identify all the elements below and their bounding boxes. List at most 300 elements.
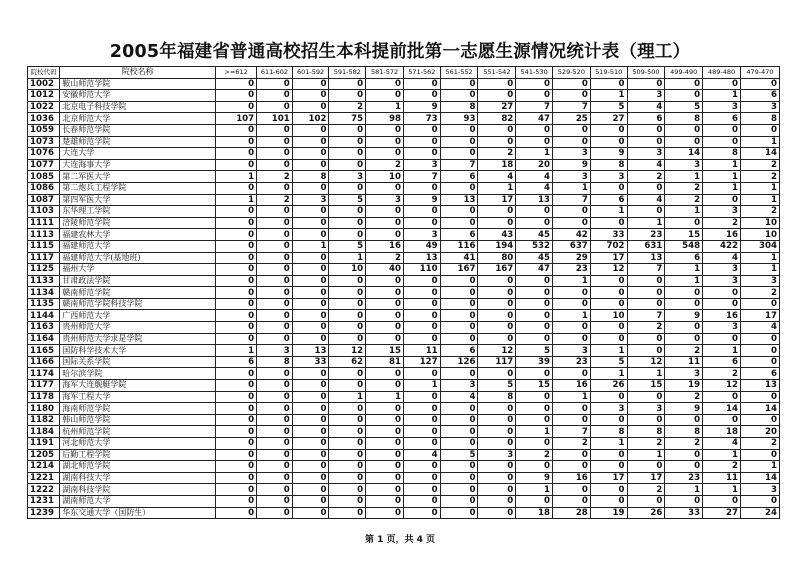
- cell-count: 6: [703, 356, 741, 368]
- table-row: [28, 461, 780, 473]
- cell-code: 1103: [28, 206, 60, 218]
- cell-count: 0: [590, 333, 627, 345]
- cell-count: 0: [257, 461, 293, 473]
- cell-name: 哈尔滨学院: [60, 368, 216, 380]
- cell-count: 0: [329, 90, 366, 102]
- header-score-range: 499-490: [665, 67, 703, 79]
- cell-count: 0: [552, 368, 590, 380]
- cell-count: 0: [627, 495, 665, 507]
- cell-count: 3: [665, 368, 703, 380]
- cell-count: 0: [403, 148, 440, 160]
- cell-count: 4: [516, 171, 553, 183]
- table-row: [28, 495, 780, 507]
- cell-code: 1222: [28, 484, 60, 496]
- cell-count: 0: [257, 264, 293, 276]
- cell-count: 0: [403, 182, 440, 194]
- cell-count: 0: [740, 298, 779, 310]
- cell-count: 15: [516, 380, 553, 392]
- cell-count: 3: [478, 449, 516, 461]
- cell-count: 0: [292, 90, 329, 102]
- cell-count: 10: [740, 229, 779, 241]
- cell-count: 2: [257, 171, 293, 183]
- cell-count: 0: [703, 194, 741, 206]
- cell-count: 1: [552, 310, 590, 322]
- cell-count: 0: [590, 124, 627, 136]
- cell-count: 28: [552, 507, 590, 519]
- cell-count: 3: [590, 171, 627, 183]
- cell-count: 12: [329, 345, 366, 357]
- cell-count: 548: [665, 240, 703, 252]
- cell-count: 5: [665, 101, 703, 113]
- cell-code: 1022: [28, 101, 60, 113]
- cell-count: 1: [665, 275, 703, 287]
- cell-count: 0: [329, 484, 366, 496]
- cell-count: 0: [665, 90, 703, 102]
- table-row: [28, 136, 780, 148]
- cell-count: 1: [590, 206, 627, 218]
- cell-count: 0: [292, 449, 329, 461]
- cell-count: 2: [366, 159, 404, 171]
- cell-count: 0: [257, 426, 293, 438]
- cell-count: 3: [703, 264, 741, 276]
- header-score-range: 551-542: [478, 67, 516, 79]
- cell-name: 华东交通大学（国防生）: [60, 507, 216, 519]
- cell-count: 6: [703, 113, 741, 125]
- cell-count: 1: [590, 90, 627, 102]
- cell-count: 0: [590, 414, 627, 426]
- cell-count: 0: [257, 90, 293, 102]
- cell-count: 0: [257, 333, 293, 345]
- cell-code: 1076: [28, 148, 60, 160]
- cell-count: 75: [329, 113, 366, 125]
- cell-count: 3: [627, 90, 665, 102]
- cell-count: 0: [292, 287, 329, 299]
- cell-count: 8: [665, 426, 703, 438]
- cell-count: 3: [590, 403, 627, 415]
- cell-count: 0: [665, 461, 703, 473]
- cell-code: 1135: [28, 298, 60, 310]
- cell-count: 0: [329, 136, 366, 148]
- cell-count: 13: [516, 194, 553, 206]
- cell-count: 3: [403, 229, 440, 241]
- cell-count: 8: [627, 426, 665, 438]
- cell-count: 0: [552, 449, 590, 461]
- cell-count: 0: [590, 78, 627, 90]
- cell-count: 0: [257, 449, 293, 461]
- cell-count: 0: [257, 148, 293, 160]
- cell-code: 1144: [28, 310, 60, 322]
- cell-count: 0: [440, 472, 478, 484]
- cell-count: 0: [665, 298, 703, 310]
- table-row: [28, 159, 780, 171]
- cell-count: 20: [516, 159, 553, 171]
- cell-count: 194: [478, 240, 516, 252]
- cell-count: 2: [740, 206, 779, 218]
- cell-count: 0: [292, 229, 329, 241]
- table-row: [28, 124, 780, 136]
- cell-count: 0: [703, 391, 741, 403]
- table-row: [28, 206, 780, 218]
- cell-name: 第四军医大学: [60, 194, 216, 206]
- cell-count: 0: [516, 298, 553, 310]
- cell-count: 1: [740, 264, 779, 276]
- cell-count: 0: [292, 101, 329, 113]
- cell-count: 0: [440, 368, 478, 380]
- cell-count: 2: [740, 287, 779, 299]
- cell-count: 0: [590, 182, 627, 194]
- cell-count: 0: [257, 101, 293, 113]
- cell-count: 5: [590, 101, 627, 113]
- cell-count: 0: [366, 229, 404, 241]
- cell-count: 14: [740, 472, 779, 484]
- cell-count: 0: [215, 391, 256, 403]
- table-row: [28, 240, 780, 252]
- cell-name: 福建农林大学: [60, 229, 216, 241]
- cell-count: 1: [740, 252, 779, 264]
- cell-count: 9: [552, 159, 590, 171]
- cell-count: 4: [403, 449, 440, 461]
- cell-count: 0: [478, 472, 516, 484]
- cell-count: 1: [627, 449, 665, 461]
- cell-count: 0: [366, 136, 404, 148]
- cell-count: 0: [329, 206, 366, 218]
- cell-code: 1184: [28, 426, 60, 438]
- cell-name: 大连海事大学: [60, 159, 216, 171]
- cell-count: 1: [665, 171, 703, 183]
- cell-count: 3: [366, 194, 404, 206]
- cell-count: 0: [215, 159, 256, 171]
- cell-count: 0: [257, 438, 293, 450]
- cell-count: 0: [366, 298, 404, 310]
- cell-count: 2: [627, 322, 665, 334]
- cell-count: 0: [329, 229, 366, 241]
- cell-count: 0: [590, 495, 627, 507]
- cell-count: 0: [665, 136, 703, 148]
- cell-count: 2: [665, 194, 703, 206]
- cell-count: 2: [703, 461, 741, 473]
- cell-count: 0: [590, 298, 627, 310]
- cell-name: 长春师范学院: [60, 124, 216, 136]
- cell-count: 2: [665, 391, 703, 403]
- cell-count: 3: [627, 403, 665, 415]
- cell-code: 1178: [28, 391, 60, 403]
- cell-count: 0: [403, 403, 440, 415]
- table-row: [28, 356, 780, 368]
- cell-count: 0: [329, 368, 366, 380]
- cell-count: 1: [703, 90, 741, 102]
- cell-count: 2: [366, 252, 404, 264]
- table-row: [28, 298, 780, 310]
- cell-code: 1002: [28, 78, 60, 90]
- cell-count: 0: [665, 78, 703, 90]
- cell-count: 2: [627, 438, 665, 450]
- statistics-table: [27, 66, 780, 519]
- cell-count: 0: [403, 217, 440, 229]
- cell-count: 0: [215, 438, 256, 450]
- cell-count: 7: [627, 310, 665, 322]
- cell-count: 0: [440, 90, 478, 102]
- cell-code: 1239: [28, 507, 60, 519]
- cell-count: 1: [366, 391, 404, 403]
- cell-count: 0: [478, 438, 516, 450]
- cell-count: 0: [292, 264, 329, 276]
- cell-count: 0: [215, 217, 256, 229]
- table-row: [28, 194, 780, 206]
- cell-count: 0: [215, 182, 256, 194]
- cell-count: 0: [516, 124, 553, 136]
- cell-count: 13: [440, 194, 478, 206]
- cell-count: 0: [665, 333, 703, 345]
- cell-count: 0: [516, 275, 553, 287]
- cell-code: 1134: [28, 287, 60, 299]
- cell-count: 0: [665, 495, 703, 507]
- cell-count: 0: [257, 403, 293, 415]
- cell-count: 0: [665, 287, 703, 299]
- cell-count: 14: [665, 148, 703, 160]
- cell-count: 13: [403, 252, 440, 264]
- cell-count: 0: [590, 391, 627, 403]
- cell-count: 0: [478, 287, 516, 299]
- cell-count: 1: [665, 484, 703, 496]
- cell-count: 4: [627, 159, 665, 171]
- cell-count: 0: [215, 252, 256, 264]
- cell-count: 1: [627, 217, 665, 229]
- cell-count: 0: [215, 136, 256, 148]
- cell-count: 1: [516, 148, 553, 160]
- cell-count: 0: [215, 472, 256, 484]
- cell-count: 0: [329, 275, 366, 287]
- cell-count: 6: [440, 229, 478, 241]
- cell-count: 8: [292, 171, 329, 183]
- cell-count: 0: [552, 322, 590, 334]
- cell-count: 1: [478, 182, 516, 194]
- cell-count: 19: [665, 380, 703, 392]
- cell-count: 0: [366, 472, 404, 484]
- cell-count: 0: [740, 356, 779, 368]
- cell-count: 0: [516, 90, 553, 102]
- cell-count: 0: [257, 472, 293, 484]
- cell-count: 0: [403, 368, 440, 380]
- table-row: [28, 229, 780, 241]
- cell-count: 0: [627, 298, 665, 310]
- cell-count: 5: [440, 449, 478, 461]
- cell-count: 20: [740, 426, 779, 438]
- cell-count: 0: [292, 275, 329, 287]
- cell-count: 0: [627, 124, 665, 136]
- cell-count: 304: [740, 240, 779, 252]
- cell-count: 9: [665, 403, 703, 415]
- cell-count: 27: [703, 507, 741, 519]
- cell-count: 0: [215, 148, 256, 160]
- cell-count: 0: [516, 322, 553, 334]
- cell-count: 0: [403, 461, 440, 473]
- cell-count: 82: [478, 113, 516, 125]
- cell-count: 0: [292, 495, 329, 507]
- cell-count: 16: [366, 240, 404, 252]
- cell-code: 1166: [28, 356, 60, 368]
- cell-count: 1: [590, 438, 627, 450]
- cell-count: 0: [516, 414, 553, 426]
- cell-count: 0: [627, 78, 665, 90]
- cell-code: 1221: [28, 472, 60, 484]
- cell-count: 0: [478, 495, 516, 507]
- cell-count: 0: [627, 275, 665, 287]
- cell-name: 贵州师范大学: [60, 322, 216, 334]
- cell-code: 1191: [28, 438, 60, 450]
- cell-count: 0: [329, 403, 366, 415]
- cell-count: 126: [440, 356, 478, 368]
- cell-count: 0: [740, 495, 779, 507]
- cell-count: 16: [552, 472, 590, 484]
- cell-count: 0: [366, 310, 404, 322]
- cell-count: 0: [215, 298, 256, 310]
- cell-count: 0: [292, 206, 329, 218]
- cell-count: 2: [740, 159, 779, 171]
- cell-count: 0: [366, 461, 404, 473]
- cell-count: 0: [292, 472, 329, 484]
- cell-count: 0: [257, 275, 293, 287]
- cell-count: 0: [366, 333, 404, 345]
- cell-count: 6: [740, 90, 779, 102]
- cell-count: 0: [215, 333, 256, 345]
- cell-count: 0: [478, 78, 516, 90]
- cell-count: 2: [703, 368, 741, 380]
- cell-count: 0: [440, 124, 478, 136]
- cell-count: 1: [215, 345, 256, 357]
- cell-name: 韩山师范学院: [60, 414, 216, 426]
- cell-count: 3: [627, 148, 665, 160]
- cell-count: 0: [329, 438, 366, 450]
- header-score-range: 529-520: [552, 67, 590, 79]
- cell-name: 福建师范大学: [60, 240, 216, 252]
- cell-count: 0: [552, 287, 590, 299]
- cell-count: 10: [366, 171, 404, 183]
- cell-count: 9: [590, 148, 627, 160]
- cell-count: 0: [329, 426, 366, 438]
- cell-count: 0: [257, 414, 293, 426]
- cell-code: 1214: [28, 461, 60, 473]
- cell-count: 17: [590, 472, 627, 484]
- cell-count: 0: [403, 78, 440, 90]
- cell-count: 0: [215, 90, 256, 102]
- cell-count: 40: [366, 264, 404, 276]
- cell-count: 0: [329, 380, 366, 392]
- cell-count: 0: [292, 78, 329, 90]
- cell-count: 0: [329, 78, 366, 90]
- cell-count: 0: [257, 229, 293, 241]
- cell-count: 0: [627, 136, 665, 148]
- cell-name: 后勤工程学院: [60, 449, 216, 461]
- cell-count: 0: [215, 310, 256, 322]
- cell-count: 0: [215, 240, 256, 252]
- cell-count: 0: [552, 90, 590, 102]
- cell-count: 0: [215, 101, 256, 113]
- cell-count: 1: [292, 240, 329, 252]
- cell-count: 0: [740, 345, 779, 357]
- cell-code: 1115: [28, 240, 60, 252]
- cell-count: 2: [740, 171, 779, 183]
- header-code: 院校代码: [28, 67, 60, 79]
- cell-count: 0: [552, 461, 590, 473]
- table-row: [28, 449, 780, 461]
- cell-code: 1133: [28, 275, 60, 287]
- cell-count: 0: [292, 391, 329, 403]
- table-row: [28, 333, 780, 345]
- cell-count: 8: [440, 101, 478, 113]
- cell-count: 0: [627, 206, 665, 218]
- cell-code: 1180: [28, 403, 60, 415]
- cell-count: 1: [590, 345, 627, 357]
- cell-count: 0: [403, 206, 440, 218]
- table-row: [28, 287, 780, 299]
- cell-count: 0: [516, 78, 553, 90]
- cell-count: 0: [403, 472, 440, 484]
- cell-count: 116: [440, 240, 478, 252]
- cell-name: 鞍山师范学院: [60, 78, 216, 90]
- cell-count: 0: [403, 298, 440, 310]
- cell-count: 0: [552, 495, 590, 507]
- cell-count: 0: [215, 368, 256, 380]
- cell-count: 0: [478, 217, 516, 229]
- cell-count: 0: [516, 438, 553, 450]
- cell-count: 0: [215, 403, 256, 415]
- cell-count: 0: [329, 217, 366, 229]
- cell-count: 2: [516, 449, 553, 461]
- cell-count: 19: [590, 507, 627, 519]
- cell-count: 0: [440, 438, 478, 450]
- cell-count: 9: [403, 194, 440, 206]
- cell-count: 3: [257, 345, 293, 357]
- cell-count: 17: [478, 194, 516, 206]
- cell-count: 0: [257, 124, 293, 136]
- cell-count: 117: [478, 356, 516, 368]
- cell-count: 0: [366, 426, 404, 438]
- cell-count: 49: [403, 240, 440, 252]
- cell-name: 赣南师范学院: [60, 287, 216, 299]
- cell-count: 3: [552, 345, 590, 357]
- cell-name: 湖南科技大学: [60, 472, 216, 484]
- cell-count: 0: [478, 426, 516, 438]
- cell-count: 1: [516, 484, 553, 496]
- cell-count: 631: [627, 240, 665, 252]
- cell-count: 0: [440, 217, 478, 229]
- cell-code: 1117: [28, 252, 60, 264]
- cell-count: 45: [516, 252, 553, 264]
- cell-count: 10: [590, 310, 627, 322]
- cell-count: 0: [552, 217, 590, 229]
- cell-count: 0: [440, 414, 478, 426]
- cell-count: 0: [366, 287, 404, 299]
- table-row: [28, 322, 780, 334]
- cell-count: 0: [366, 403, 404, 415]
- cell-count: 9: [516, 472, 553, 484]
- cell-count: 1: [329, 391, 366, 403]
- cell-count: 14: [740, 403, 779, 415]
- cell-count: 6: [440, 345, 478, 357]
- cell-count: 4: [627, 194, 665, 206]
- cell-count: 0: [590, 217, 627, 229]
- cell-count: 3: [292, 194, 329, 206]
- header-score-range: 571-562: [403, 67, 440, 79]
- cell-count: 0: [329, 310, 366, 322]
- table-row: [28, 472, 780, 484]
- cell-count: 0: [440, 298, 478, 310]
- cell-count: 0: [257, 287, 293, 299]
- cell-count: 0: [440, 275, 478, 287]
- cell-count: 2: [329, 101, 366, 113]
- cell-count: 101: [257, 113, 293, 125]
- header-score-range: 561-552: [440, 67, 478, 79]
